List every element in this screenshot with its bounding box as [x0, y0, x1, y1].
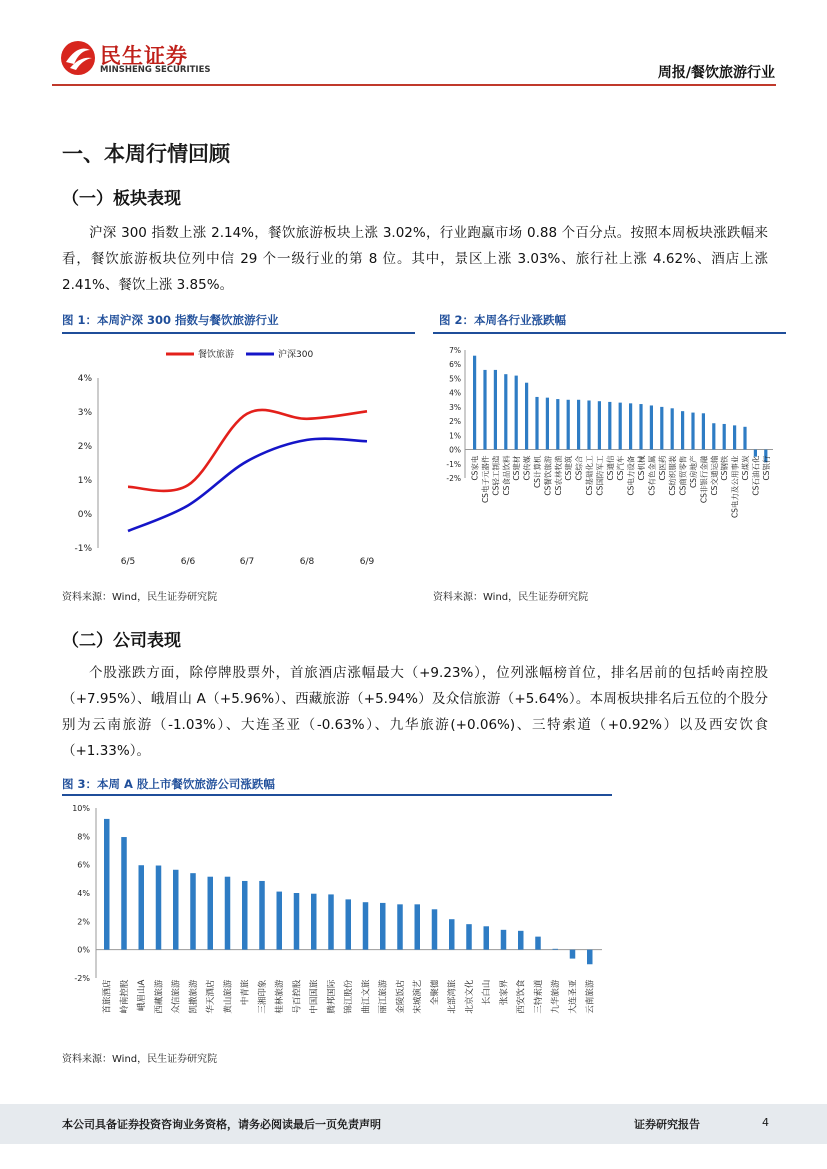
figure-2	[433, 312, 786, 580]
x-tick-label: CS通信	[605, 455, 615, 481]
x-tick-label: CS非银行金融	[699, 455, 709, 504]
y-tick-label: 0%	[77, 945, 90, 955]
x-tick-label: 腾邦国际	[327, 979, 337, 1014]
x-tick-label: 张家界	[499, 979, 510, 1006]
paragraph-company: 个股涨跌方面，除停牌股票外，首旅酒店涨幅最大（+9.23%），位列涨幅榜首位，排名居前的包括岭南控股（+7.95%）、峨眉山 A（+5.96%）、西藏旅游（+5.94%）及众信旅游（+5.64%）。本周板块排名后五位的个股分别为云南旅游（-1.03%）、大连圣亚（-0.63%）、九华旅游(+0.06%)、三特索道（+0.92%）以及西安饮食（+1.33%）。	[62, 665, 768, 759]
figure-3-source: 资料来源：Wind，民生证券研究院	[62, 1054, 218, 1065]
figure-3-rule	[62, 794, 612, 796]
x-tick-label: 金陵饭店	[396, 979, 406, 1014]
x-tick-label: 首旅酒店	[102, 979, 113, 1014]
x-tick-label: CS银行	[761, 455, 771, 481]
bar	[570, 950, 576, 959]
x-tick-label: 岭南控股	[120, 979, 130, 1014]
bar	[535, 397, 538, 450]
x-tick-label: 云南旅游	[585, 979, 596, 1014]
bar	[743, 427, 746, 450]
y-tick-label: 1%	[77, 476, 92, 486]
x-tick-label: 西安饮食	[516, 979, 527, 1014]
y-tick-label: 0%	[77, 510, 92, 520]
x-tick-label: 号百控股	[292, 979, 303, 1014]
x-tick-label: 6/9	[359, 557, 375, 567]
bar	[608, 402, 611, 450]
x-tick-label: CS石油石化	[751, 455, 761, 496]
x-tick-label: CS电力及公用事业	[730, 455, 740, 519]
bar	[671, 408, 674, 449]
bar	[504, 374, 507, 449]
x-tick-label: 全聚德	[430, 979, 441, 1006]
figure-2-title: 图 2：本周各行业涨跌幅	[439, 313, 567, 327]
x-tick-label: 峨眉山A	[137, 979, 148, 1011]
y-tick-label: 4%	[77, 889, 90, 898]
section-title: 一、本周行情回顾	[62, 142, 230, 166]
x-tick-label: CS国防军工	[595, 455, 605, 496]
y-tick-label: 7%	[449, 346, 461, 355]
x-tick-label: 6/7	[239, 557, 255, 567]
x-tick-label: CS农林牧渔	[553, 455, 563, 496]
header-divider	[52, 84, 776, 86]
y-tick-label: 3%	[77, 408, 92, 418]
x-tick-label: CS轻工制造	[491, 455, 501, 496]
figure-1-title: 图 1：本周沪深 300 指数与餐饮旅游行业	[62, 313, 279, 327]
y-tick-label: 10%	[72, 804, 90, 813]
x-tick-label: 桂林旅游	[275, 979, 286, 1014]
x-tick-label: CS传媒	[522, 455, 532, 481]
bar	[104, 819, 110, 950]
page-number: 4	[762, 1116, 769, 1129]
y-tick-label: 8%	[77, 832, 90, 842]
bar	[466, 924, 472, 949]
minsheng-logo-icon	[60, 40, 96, 76]
x-tick-label: CS有色金属	[647, 455, 657, 496]
x-tick-label: CS煤炭	[741, 455, 750, 481]
x-tick-label: CS餐饮旅游	[543, 455, 553, 496]
bar	[494, 370, 497, 450]
figure-3-title: 图 3：本周 A 股上市餐饮旅游公司涨跌幅	[62, 777, 275, 791]
x-tick-label: 众信旅游	[171, 979, 182, 1014]
bar	[587, 400, 590, 449]
bar	[208, 877, 214, 950]
x-tick-label: 三湘印象	[258, 979, 268, 1014]
bar	[535, 937, 541, 950]
y-tick-label: 4%	[449, 388, 461, 398]
figure-3	[62, 776, 612, 1044]
x-tick-label: CS建材	[512, 455, 522, 481]
bar	[546, 398, 549, 450]
bar	[567, 400, 570, 450]
bar	[473, 356, 476, 450]
bar	[397, 904, 403, 949]
bar	[121, 837, 127, 950]
series-line	[128, 410, 367, 491]
bar	[242, 881, 248, 950]
y-tick-label: -1%	[74, 544, 92, 554]
x-tick-label: 西藏旅游	[154, 979, 165, 1014]
x-tick-label: CS电力设备	[626, 455, 636, 496]
bar	[449, 919, 455, 949]
y-tick-label: -2%	[74, 974, 90, 983]
y-tick-label: 2%	[449, 417, 461, 427]
bar	[190, 873, 196, 949]
bar	[173, 870, 179, 950]
x-tick-label: 宋城演艺	[413, 979, 424, 1014]
bar	[328, 894, 334, 949]
bar	[525, 383, 528, 450]
bar	[156, 866, 162, 950]
x-tick-label: CS家电	[470, 455, 480, 481]
x-tick-label: 北部湾旅	[447, 979, 458, 1014]
x-tick-label: 6/5	[120, 557, 136, 567]
bar	[712, 423, 715, 449]
y-tick-label: 1%	[449, 431, 461, 441]
x-tick-label: CS机械	[637, 455, 646, 481]
y-tick-label: 0%	[449, 445, 461, 455]
bar	[139, 865, 145, 949]
bar	[681, 411, 684, 449]
bar	[432, 909, 438, 949]
x-tick-label: CS交通运输	[709, 455, 719, 496]
x-tick-label: CS纺织服装	[668, 455, 678, 496]
bar	[294, 893, 300, 950]
footer-disclaimer: 本公司具备证券投资咨询业务资格，请务必阅读最后一页免责声明	[62, 1118, 381, 1131]
bar	[363, 902, 369, 949]
bar	[346, 899, 352, 949]
x-tick-label: 曲江文旅	[361, 979, 372, 1014]
x-tick-label: 6/6	[180, 557, 196, 567]
x-tick-label: 九华旅游	[551, 979, 562, 1014]
x-tick-label: 三特索道	[534, 979, 544, 1014]
subsection-title-company: （二）公司表现	[62, 631, 181, 651]
x-tick-label: CS计算机	[533, 455, 542, 489]
x-tick-label: 大连圣亚	[568, 979, 579, 1014]
bar	[277, 892, 283, 950]
bar	[380, 903, 386, 950]
bar	[311, 894, 317, 950]
paragraph-sector: 沪深 300 指数上涨 2.14%，餐饮旅游板块上涨 3.02%，行业跑赢市场 0.88 个百分点。按照本周板块涨跌幅来看，餐饮旅游板块位列中信 29 个一级行业的第 8 位。其中，景区上涨 3.03%、旅行社上涨 4.62%、酒店上涨 2.41%、餐饮上涨 3.85%。	[62, 225, 768, 293]
x-tick-label: 凯撒旅游	[189, 979, 199, 1014]
x-tick-label: CS综合	[574, 455, 584, 481]
figure-1	[62, 312, 415, 580]
bar	[619, 403, 622, 450]
bar	[556, 399, 559, 449]
bar	[723, 424, 726, 450]
line-chart	[62, 336, 415, 580]
legend-label: 沪深300	[278, 350, 314, 360]
bar	[577, 400, 580, 450]
y-tick-label: 5%	[449, 374, 461, 384]
bar	[515, 376, 518, 450]
bar	[415, 904, 421, 949]
y-tick-label: -1%	[446, 459, 461, 469]
bar	[587, 950, 593, 965]
x-tick-label: CS医药	[657, 455, 667, 481]
x-tick-label: CS汽车	[616, 455, 626, 481]
bar	[483, 370, 486, 450]
footer-bar	[0, 1104, 827, 1144]
y-tick-label: 4%	[77, 374, 92, 384]
x-tick-label: CS商贸零售	[678, 455, 688, 496]
x-tick-label: 华天酒店	[206, 979, 217, 1014]
x-tick-label: 中青旅	[240, 979, 251, 1006]
y-tick-label: 6%	[77, 860, 90, 870]
x-tick-label: CS电子元器件	[481, 455, 490, 504]
x-tick-label: 北京文化	[465, 979, 475, 1014]
x-tick-label: 长白山	[482, 979, 493, 1006]
bar	[639, 404, 642, 450]
bar	[629, 403, 632, 449]
bar	[660, 407, 663, 450]
figure-2-rule	[433, 332, 786, 334]
bar	[518, 931, 524, 950]
report-type: 周报/餐饮旅游行业	[657, 65, 775, 81]
figure-1-source: 资料来源：Wind，民生证券研究院	[62, 592, 218, 603]
bar	[553, 949, 559, 950]
x-tick-label: 中国国旅	[309, 979, 320, 1014]
bar	[702, 413, 705, 449]
legend-label: 餐饮旅游	[198, 350, 235, 360]
y-tick-label: 6%	[449, 360, 461, 370]
footer-doc-type: 证券研究报告	[634, 1118, 700, 1131]
y-tick-label: 2%	[77, 917, 90, 927]
bar	[501, 930, 507, 950]
x-tick-label: CS房地产	[689, 455, 698, 489]
series-line	[128, 439, 367, 531]
x-tick-label: 6/8	[299, 557, 315, 567]
bar	[259, 881, 265, 950]
x-tick-label: 丽江旅游	[378, 979, 389, 1014]
x-tick-label: 锦江股份	[344, 979, 355, 1014]
figure-1-rule	[62, 332, 415, 334]
y-tick-label: -2%	[446, 474, 461, 483]
bar	[691, 413, 694, 450]
logo-en: MINSHENG SECURITIES	[100, 65, 211, 75]
x-tick-label: CS钢铁	[720, 455, 730, 481]
bar	[733, 425, 736, 449]
x-tick-label: CS食品饮料	[501, 455, 511, 496]
industry-bar-chart	[433, 336, 786, 580]
x-tick-label: 黄山旅游	[223, 979, 234, 1014]
company-bar-chart	[62, 798, 612, 1044]
x-tick-label: CS建筑	[564, 455, 574, 481]
subsection-title-sector: （一）板块表现	[62, 189, 181, 209]
bar	[484, 926, 490, 949]
y-tick-label: 2%	[77, 442, 92, 452]
figure-2-source: 资料来源：Wind，民生证券研究院	[433, 592, 589, 603]
bar	[650, 405, 653, 449]
y-tick-label: 3%	[449, 402, 461, 412]
x-tick-label: CS基础化工	[585, 455, 594, 496]
bar	[598, 401, 601, 449]
bar	[225, 877, 231, 950]
logo-cn: 民生证券	[100, 44, 188, 68]
